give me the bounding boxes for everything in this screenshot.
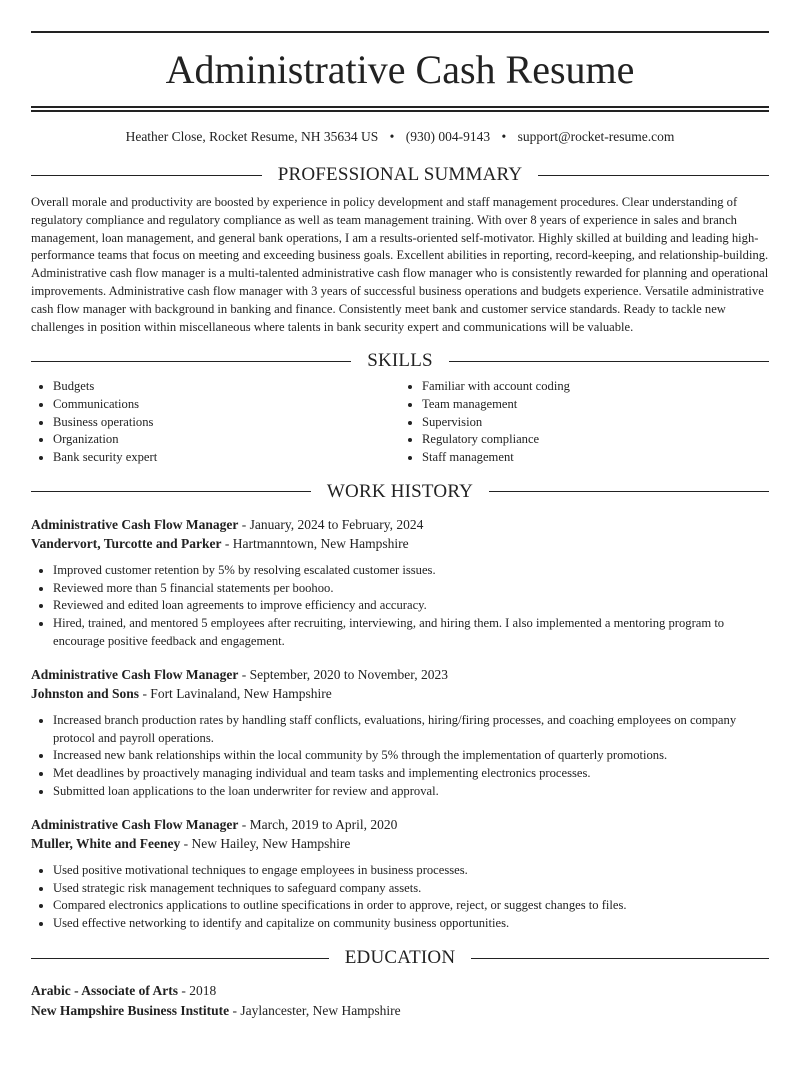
summary-paragraph: Overall morale and productivity are boosted by experience in policy development and staff management procedures. Clear understanding of regulatory compliance and regulatory compliance as well as team management training. With over 8 years of experience in sales and branch management, loan management, and general bank operations, I am a results-oriented self-motivator. Highly skilled at building and leading high-performance teams that focus on meeting and exceeding business goals. Excellent abilities in reporting, record-keeping, and relationship-building. Administrative cash flow manager is a multi-talented administrative cash flow manager who is consistently rewarded for planning and operational improvements. Administrative cash flow manager with 3 years of successful business operations and budgets experience. Versatile administrative cash flow manager with background in banking and finance. Consistently meet bank and customer service standards. Ready to tackle new challenges in position within miscellaneous where talents in bank security expert and communications will be valuable. xyxy=(31,195,769,334)
job-bullet: • Compared electronics applications to outline specifications in order to approve, reject, or suggest changes to files. xyxy=(53,897,769,915)
skill-item: • Team management xyxy=(422,396,769,414)
job-bullets xyxy=(31,562,769,651)
resume-page xyxy=(0,31,800,1020)
education-degree: Arabic - Associate of Arts xyxy=(31,983,178,999)
section-title: PROFESSIONAL SUMMARY xyxy=(277,164,523,185)
job-title-line xyxy=(31,515,769,535)
job-company-line xyxy=(31,834,769,854)
job-title-line xyxy=(31,665,769,685)
job-company: Johnston and Sons xyxy=(31,686,140,702)
job-company-line xyxy=(31,534,769,554)
job-company-line xyxy=(31,684,769,704)
skills-column-right xyxy=(400,378,769,467)
heading-rule xyxy=(471,958,769,959)
section-heading-education xyxy=(31,947,769,969)
job-bullets xyxy=(31,712,769,801)
skill-item: • Communications xyxy=(53,396,400,414)
skill-item: • Regulatory compliance xyxy=(422,431,769,449)
top-divider xyxy=(31,31,769,33)
education-year: - 2018 xyxy=(177,983,217,999)
skills-column-left xyxy=(31,378,400,467)
skill-item: • Budgets xyxy=(53,378,400,396)
skill-item: • Supervision xyxy=(422,414,769,432)
job-bullet: • Submitted loan applications to the loan underwriter for review and approval. xyxy=(53,783,769,801)
contact-separator: • xyxy=(389,129,395,144)
job-entry xyxy=(31,665,769,801)
section-title: EDUCATION xyxy=(344,947,456,969)
job-title-line xyxy=(31,815,769,835)
resume-title: Administrative Cash Resume xyxy=(165,47,635,92)
heading-rule xyxy=(489,491,769,492)
job-title: Administrative Cash Flow Manager xyxy=(31,516,239,532)
education-location: - Jaylancester, New Hampshire xyxy=(229,1002,401,1018)
skills-list xyxy=(31,378,769,467)
skill-item: • Business operations xyxy=(53,414,400,432)
job-entry xyxy=(31,515,769,651)
heading-rule xyxy=(449,361,769,362)
contact-address: Heather Close, Rocket Resume, NH 35634 US xyxy=(125,129,379,144)
job-bullet: • Hired, trained, and mentored 5 employees after recruiting, interviewing, and hiring them. I also implemented a mentoring program to encourage positive feedback and engagement. xyxy=(53,615,769,651)
job-bullet: • Increased branch production rates by handling staff conflicts, evaluations, hiring/firing processes, and coaching employees on company protocol and payroll operations. xyxy=(53,712,769,748)
job-entry xyxy=(31,815,769,933)
education-school-line xyxy=(31,1001,769,1021)
job-title: Administrative Cash Flow Manager xyxy=(31,816,239,832)
job-company: Vandervort, Turcotte and Parker xyxy=(31,536,222,552)
section-heading-summary xyxy=(31,164,769,186)
section-title: WORK HISTORY xyxy=(326,480,474,502)
heading-rule xyxy=(31,361,351,362)
section-heading-skills xyxy=(31,350,769,372)
skill-item: • Staff management xyxy=(422,449,769,467)
job-bullet: • Reviewed and edited loan agreements to improve efficiency and accuracy. xyxy=(53,597,769,615)
job-bullet: • Met deadlines by proactively managing individual and team tasks and implementing electronics processes. xyxy=(53,765,769,783)
education-entry xyxy=(31,981,769,1020)
heading-rule xyxy=(31,175,262,176)
section-title: SKILLS xyxy=(367,350,433,372)
heading-rule xyxy=(31,491,311,492)
job-bullet: • Reviewed more than 5 financial statements per boohoo. xyxy=(53,580,769,598)
contact-phone: (930) 004-9143 xyxy=(405,129,491,144)
job-dates: - March, 2019 to April, 2020 xyxy=(238,816,398,832)
job-bullet: • Used positive motivational techniques to engage employees in business processes. xyxy=(53,862,769,880)
job-company: Muller, White and Feeney xyxy=(31,836,181,852)
education-school: New Hampshire Business Institute xyxy=(31,1002,230,1018)
contact-separator: • xyxy=(501,129,507,144)
job-bullet: • Improved customer retention by 5% by resolving escalated customer issues. xyxy=(53,562,769,580)
skill-item: • Familiar with account coding xyxy=(422,378,769,396)
job-bullet: • Used strategic risk management techniques to safeguard company assets. xyxy=(53,880,769,898)
job-location: - Hartmanntown, New Hampshire xyxy=(221,536,409,552)
job-title: Administrative Cash Flow Manager xyxy=(31,666,239,682)
education-degree-line xyxy=(31,981,769,1001)
contact-line xyxy=(31,128,769,146)
job-bullet: • Increased new bank relationships within the local community by 5% through the implementation of quarterly promotions. xyxy=(53,747,769,765)
contact-email: support@rocket-resume.com xyxy=(517,129,675,144)
title-double-divider xyxy=(31,106,769,112)
job-bullets xyxy=(31,862,769,933)
skill-item: • Organization xyxy=(53,431,400,449)
heading-rule xyxy=(538,175,769,176)
job-dates: - January, 2024 to February, 2024 xyxy=(238,516,424,532)
job-bullet: • Used effective networking to identify and capitalize on community business opportunities. xyxy=(53,915,769,933)
job-location: - New Hailey, New Hampshire xyxy=(180,836,351,852)
job-location: - Fort Lavinaland, New Hampshire xyxy=(139,686,332,702)
section-heading-work xyxy=(31,481,769,503)
job-dates: - September, 2020 to November, 2023 xyxy=(238,666,448,682)
skill-item: • Bank security expert xyxy=(53,449,400,467)
heading-rule xyxy=(31,958,329,959)
